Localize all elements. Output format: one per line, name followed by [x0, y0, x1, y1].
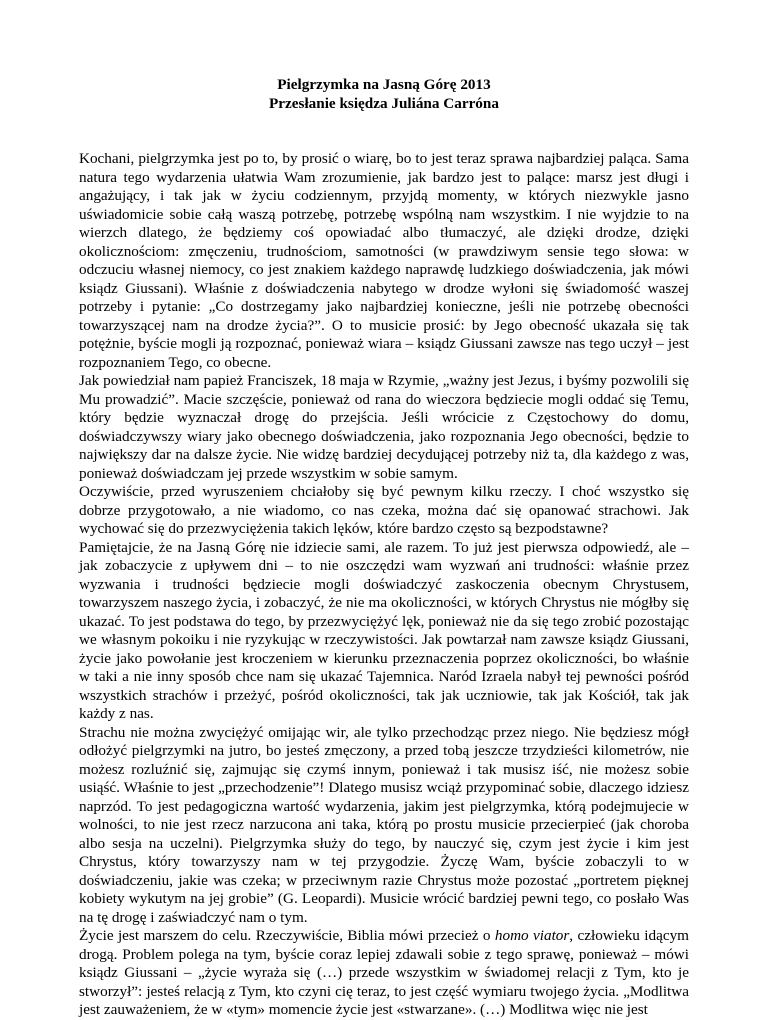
paragraph-3: Oczywiście, przed wyruszeniem chciałoby się być pewnym kilku rzeczy. I choć wszystko się dobrze przygotowało, a nie wiadomo, co nas czeka, można dać się opanować strachowi. Jak wychować się do przezwyciężenia takich lęków, które bardzo często są bezpodstawne?	[79, 483, 689, 537]
paragraph-6	[79, 927, 689, 1020]
paragraph-1: Kochani, pielgrzymka jest po to, by prosić o wiarę, bo to jest teraz sprawa najbardziej paląca. Sama natura tego wydarzenia ułatwia Wam zrozumienie, jak bardzo jest to palące: marsz jest długi i angażujący, i tak jak w życiu codziennym, przyjdą momenty, w których niezwykle jasno uświadomicie sobie całą waszą potrzebę, potrzebę wspólną nam wszystkim. I nie wyjdzie to na wierzch dlatego, że będziemy coś opowiadać albo tłumaczyć, ale dzięki drodze, dzięki okolicznościom: zmęczeniu, trudnościom, samotności (w prawdziwym sensie tego słowa: w odczuciu własnej niemocy, co jest znakiem każdego naprawdę ludzkiego doświadczenia, jak mówi ksiądz Giussani). Właśnie z doświadczenia nabytego w drodze wyłoni się świadomość waszej potrzeby i pytanie: „Co dostrzegamy jako najbardziej konieczne, jeśli nie potrzebę obecności towarzyszącej nam na drodze życia?”. O to musicie prosić: by Jego obecność ukazała się tak potężnie, byście mogli ją rozpoznać, ponieważ wiara – ksiądz Giussani zawsze nas tego uczył – jest rozpoznaniem Tego, co obecne.	[79, 150, 689, 371]
paragraph-5: Strachu nie można zwyciężyć omijając wir, ale tylko przechodząc przez niego. Nie będziesz mógł odłożyć pielgrzymki na jutro, bo jesteś zmęczony, a przed tobą jeszcze trzydzieści kilometrów, nie możesz rozluźnić się, zajmując się czymś innym, ponieważ i tak musisz iść, nie możesz sobie usiąść. Właśnie to jest „przechodzenie”! Dlatego musisz wciąż przypominać sobie, dlaczego idziesz naprzód. To jest pedagogiczna wartość wydarzenia, jakim jest pielgrzymka, którą podejmujecie w wolności, to nie jest rzecz narzucona ani taka, którą po prostu musicie przecierpieć (jak choroba albo sesja na uczelni). Pielgrzymka służy do tego, by nauczyć się, czym jest życie i kim jest Chrystus, który towarzyszy nam w tej przygodzie. Życzę Wam, byście zobaczyli to w doświadczeniu, jakie was czeka; w przeciwnym razie Chrystus może pozostać „portretem pięknej kobiety wykutym na jej grobie” (G. Leopardi). Musicie wrócić bardziej pewni tego, co posłało Was na tę drogę i zaświadczyć nam o tym.	[79, 723, 689, 926]
paragraph-6-text-end: , człowieku idącym drogą. Problem polega na tym, byście coraz lepiej zdawali sobie z tego sprawę, ponieważ – mówi ksiądz Giussani – „życie wyraża się (…) przede wszystkim w świadomej relacji z Tym, kto je stworzył”: jesteś relacją z Tym, kto czyni cię teraz, to jest część wymiaru twojego życia. „Modlitwa jest zauważeniem, że w «tym» momencie życie jest «stwarzane». (…) Modlitwa więc nie jest	[79, 927, 689, 1018]
paragraph-6-italic-term: homo viator	[494, 927, 570, 944]
document-title: Pielgrzymka na Jasną Górę 2013	[277, 76, 491, 93]
paragraph-6-text-start: Życie jest marszem do celu. Rzeczywiście, Biblia mówi przecież o	[79, 927, 495, 944]
document-subtitle: Przesłanie księdza Juliána Carróna	[269, 94, 499, 112]
title-spacer	[79, 113, 689, 150]
paragraph-2: Jak powiedział nam papież Franciszek, 18 maja w Rzymie, „ważny jest Jezus, i byśmy pozwolili się Mu prowadzić”. Macie szczęście, ponieważ od rana do wieczora będziecie mogli oddać się Temu, który będzie wyznaczał drogę do przejścia. Jeśli wrócicie z Częstochowy do domu, doświadczywszy wiary jako obecnego doświadczenia, jako rozpoznania Jego obecności, będzie to największy dar na dalsze życie. Nie widzę bardziej decydującej potrzeby niż ta, dla każdego z was, ponieważ doświadczam jej przede wszystkim w sobie samym.	[79, 372, 689, 482]
document-page	[79, 76, 689, 1020]
paragraph-4: Pamiętajcie, że na Jasną Górę nie idziecie sami, ale razem. To już jest pierwsza odpowiedź, ale – jak zobaczycie z upływem dni – to nie oszczędzi wam wyzwań ani trudności: właśnie przez wyzwania i trudności będziecie mogli doświadczyć zaskoczenia obecnym Chrystusem, towarzyszem naszego życia, i zobaczyć, że nie ma okoliczności, w których Chrystus nie mógłby się ukazać. To jest podstawa do tego, by przezwyciężyć lęk, ponieważ nie da się tego zrobić pozostając we własnym pokoiku i nie ryzykując w rzeczywistości. Jak powtarzał nam zawsze ksiądz Giussani, życie jako powołanie jest kroczeniem w kierunku przeznaczenia poprzez okoliczności, bo właśnie w taki a nie inny sposób chce nam się ukazać Tajemnica. Naród Izraela nabył tej pewności pośród wszystkich strachów i przeżyć, pośród okoliczności, tak jak uczniowie, tak jak Kościół, tak jak każdy z nas.	[79, 538, 689, 722]
